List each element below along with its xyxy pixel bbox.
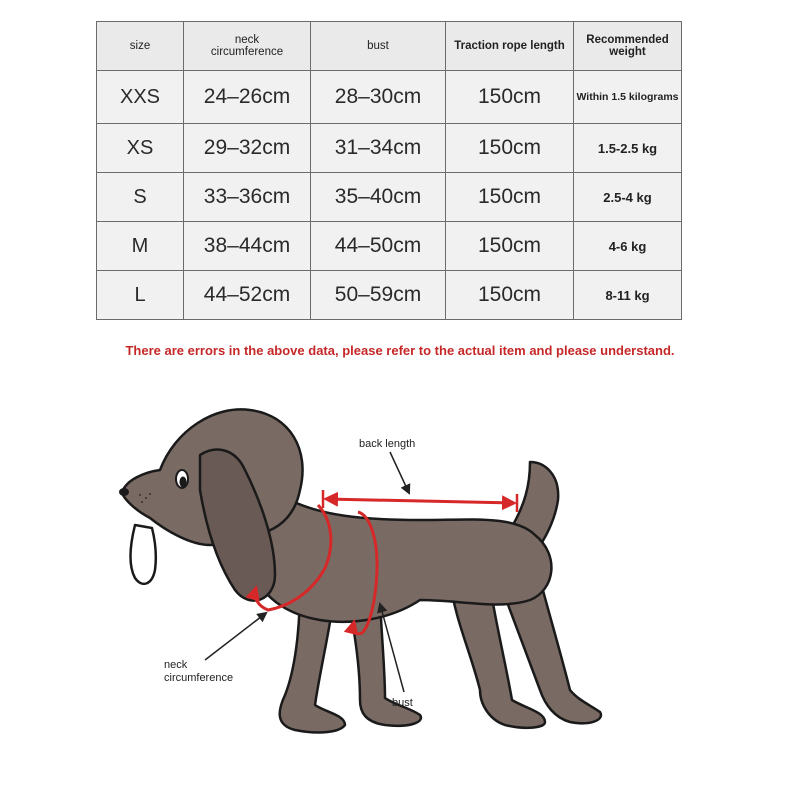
weight-cell: 1.5-2.5 kg bbox=[574, 124, 682, 173]
disclaimer-text: There are errors in the above data, please refer to the actual item and please understand. bbox=[125, 343, 675, 358]
weight-cell: 8-11 kg bbox=[574, 271, 682, 320]
dog-nose-icon bbox=[119, 488, 129, 496]
table-row bbox=[97, 271, 682, 320]
rope-cell: 150cm bbox=[446, 271, 574, 320]
header-recommended-weight: Recommended weight bbox=[574, 22, 682, 71]
neck-cell: 44–52cm bbox=[184, 271, 311, 320]
size-cell: XS bbox=[97, 124, 184, 173]
table-header-row bbox=[97, 22, 682, 71]
bust-cell: 50–59cm bbox=[311, 271, 446, 320]
rope-cell: 150cm bbox=[446, 222, 574, 271]
neck-cell: 38–44cm bbox=[184, 222, 311, 271]
table-row bbox=[97, 71, 682, 124]
neck-circumference-label-line1: neck bbox=[164, 659, 188, 671]
weight-cell: Within 1.5 kilograms bbox=[574, 71, 682, 124]
dog-illustration bbox=[122, 409, 601, 732]
size-cell: XXS bbox=[97, 71, 184, 124]
header-neck-circumference: neck circumference bbox=[184, 22, 311, 71]
header-size: size bbox=[97, 22, 184, 71]
neck-cell: 29–32cm bbox=[184, 124, 311, 173]
rope-cell: 150cm bbox=[446, 173, 574, 222]
size-cell: L bbox=[97, 271, 184, 320]
neck-circumference-label-line2: circumference bbox=[164, 672, 234, 684]
bust-cell: 31–34cm bbox=[311, 124, 446, 173]
header-bust: bust bbox=[311, 22, 446, 71]
weight-cell: 2.5-4 kg bbox=[574, 173, 682, 222]
header-traction-rope-length: Traction rope length bbox=[446, 22, 574, 71]
rope-cell: 150cm bbox=[446, 124, 574, 173]
size-cell: M bbox=[97, 222, 184, 271]
bust-cell: 35–40cm bbox=[311, 173, 446, 222]
size-cell: S bbox=[97, 173, 184, 222]
back-length-label: back length bbox=[359, 438, 416, 450]
neck-cell: 24–26cm bbox=[184, 71, 311, 124]
weight-cell: 4-6 kg bbox=[574, 222, 682, 271]
bust-cell: 44–50cm bbox=[311, 222, 446, 271]
size-chart-table bbox=[96, 21, 682, 320]
neck-cell: 33–36cm bbox=[184, 173, 311, 222]
dog-measurement-diagram bbox=[0, 390, 800, 800]
table-row bbox=[97, 124, 682, 173]
table-row bbox=[97, 222, 682, 271]
bust-cell: 28–30cm bbox=[311, 71, 446, 124]
table-row bbox=[97, 173, 682, 222]
bust-label: bust bbox=[392, 697, 413, 709]
rope-cell: 150cm bbox=[446, 71, 574, 124]
back-length-arrow bbox=[326, 499, 514, 503]
